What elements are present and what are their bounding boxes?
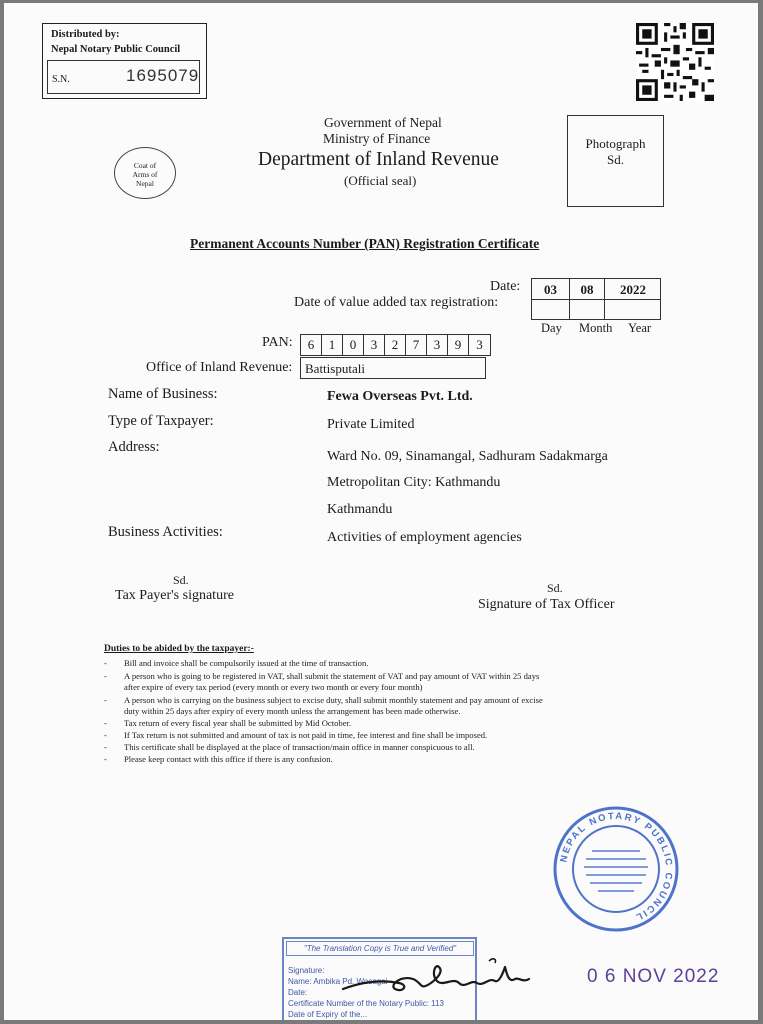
pan-digit: 7 <box>406 335 427 355</box>
month-label: Month <box>579 321 613 335</box>
pan-label: PAN: <box>262 335 293 350</box>
day-label: Day <box>541 321 562 335</box>
duty-item: - Please keep contact with this office if there is any confusion. <box>104 754 333 764</box>
duty-item-continued: duty within 25 days after expiry of every month unless the arrangement has been made otherwise. <box>124 706 461 716</box>
activities-value: Activities of employment agencies <box>327 530 522 545</box>
year-label: Year <box>628 321 652 335</box>
taxpayer-signature-label: Tax Payer's signature <box>115 588 234 603</box>
pan-digit: 2 <box>385 335 406 355</box>
government-heading: Government of Nepal <box>324 115 442 130</box>
pan-digit: 3 <box>476 337 483 352</box>
address-line-3: Kathmandu <box>327 502 393 517</box>
duty-text: This certificate shall be displayed at the place of transaction/main office in manner conspicuous to all. <box>124 742 475 752</box>
duty-item: - Bill and invoice shall be compulsorily issued at the time of transaction. <box>104 658 369 668</box>
office-value: Battisputali <box>300 357 486 379</box>
distribution-org: Nepal Notary Public Council <box>51 44 181 55</box>
stamp-cert-label: Certificate Number of the Notary Public: 113 <box>288 999 444 1008</box>
notary-ring-text: NEPAL NOTARY PUBLIC COUNCIL <box>558 810 675 924</box>
address-line-1: Ward No. 09, Sinamangal, Sadhuram Sadakmarga <box>327 449 608 464</box>
distribution-box <box>42 23 207 99</box>
officer-signature-label: Signature of Tax Officer <box>478 597 615 612</box>
duty-text: Bill and invoice shall be compulsorily issued at the time of transaction. <box>124 658 369 668</box>
duty-item: - A person who is going to be registered in VAT, shall submit the statement of VAT and pay amount of VAT within 25 days <box>104 671 540 681</box>
duty-item: - This certificate shall be displayed at the place of transaction/main office in manner conspicuous to all. <box>104 742 475 752</box>
official-seal-note: (Official seal) <box>344 173 417 188</box>
duty-item: - A person who is carrying on the business subject to excise duty, shall submit monthly statement and pay amount of excise <box>104 695 543 705</box>
duty-text: A person who is going to be registered in VAT, shall submit the statement of VAT and pay amount of VAT within 25 days <box>124 671 540 681</box>
pan-digit: 3 <box>364 335 385 355</box>
taxpayer-sd: Sd. <box>173 573 189 587</box>
certificate-title: Permanent Accounts Number (PAN) Registration Certificate <box>190 236 540 251</box>
office-label: Office of Inland Revenue: <box>146 360 293 375</box>
stamp-date-label: Date: <box>288 988 308 997</box>
vat-month-cell <box>570 300 605 320</box>
pan-number-grid <box>300 334 491 356</box>
stamp-name-label: Name: Ambika Pd. Wosagai <box>288 977 388 986</box>
date-label: Date: <box>490 279 521 294</box>
document-page <box>4 3 758 1020</box>
department-heading: Department of Inland Revenue <box>258 149 499 170</box>
serial-label: S.N. <box>52 74 70 85</box>
duty-item: - Tax return of every fiscal year shall be submitted by Mid October. <box>104 718 352 728</box>
duties-title: Duties to be abided by the taxpayer:- <box>104 644 254 654</box>
date-day: 03 <box>532 279 570 300</box>
pan-digit: 9 <box>448 335 469 355</box>
address-label: Address: <box>108 439 160 455</box>
duty-text: If Tax return is not submitted and amount of tax is not paid in time, fee interest and fine shall be imposed. <box>124 730 488 740</box>
qr-code-icon <box>636 23 714 101</box>
coat-of-arms-seal <box>114 147 176 199</box>
date-month: 08 <box>570 279 605 300</box>
serial-number: 1695079 <box>126 66 200 85</box>
photograph-label: Photograph <box>585 136 646 151</box>
taxpayer-type-label: Type of Taxpayer: <box>108 413 214 429</box>
date-year: 2022 <box>605 279 661 300</box>
taxpayer-type-value: Private Limited <box>327 417 415 432</box>
duty-item: - If Tax return is not submitted and amount of tax is not paid in time, fee interest and fine shall be imposed. <box>104 730 488 740</box>
translation-stamp-title: "The Translation Copy is True and Verified" <box>286 941 474 956</box>
stamp-signature-label: Signature: <box>288 966 325 975</box>
coat-line-2: Arms of <box>132 170 158 179</box>
serial-number-box <box>47 60 200 94</box>
address-line-2: Metropolitan City: Kathmandu <box>327 475 501 490</box>
coat-line-1: Coat of <box>133 161 157 170</box>
duty-item-continued: after expire of every tax period (every month or every two month or every four month) <box>124 682 423 692</box>
ministry-heading: Ministry of Finance <box>323 131 431 146</box>
date-stamp: 0 6 NOV 2022 <box>587 966 720 987</box>
pan-digit: 3 <box>427 335 448 355</box>
pan-digit: 6 <box>301 335 322 355</box>
stamp-cert-date-label: Date of Expiry of the... <box>288 1010 368 1019</box>
duty-text: Please keep contact with this office if there is any confusion. <box>124 754 333 764</box>
duty-text: A person who is carrying on the business subject to excise duty, shall submit monthly statement and pay amount of excise <box>124 695 543 705</box>
handwritten-signature <box>339 953 539 1003</box>
vat-registration-label: Date of value added tax registration: <box>294 295 499 310</box>
business-name-label: Name of Business: <box>108 386 218 402</box>
officer-sd: Sd. <box>547 581 563 595</box>
activities-label: Business Activities: <box>108 524 223 540</box>
business-name-value: Fewa Overseas Pvt. Ltd. <box>327 389 473 404</box>
duty-text: Tax return of every fiscal year shall be submitted by Mid October. <box>124 718 352 728</box>
distribution-title: Distributed by: <box>51 29 120 40</box>
photograph-box <box>567 115 664 207</box>
notary-seal-stamp <box>552 805 680 933</box>
pan-digit: 0 <box>343 335 364 355</box>
coat-line-3: Nepal <box>136 179 154 188</box>
date-grid <box>531 278 661 320</box>
photograph-sd: Sd. <box>607 152 624 167</box>
pan-digit: 1 <box>322 335 343 355</box>
vat-day-cell <box>532 300 570 320</box>
